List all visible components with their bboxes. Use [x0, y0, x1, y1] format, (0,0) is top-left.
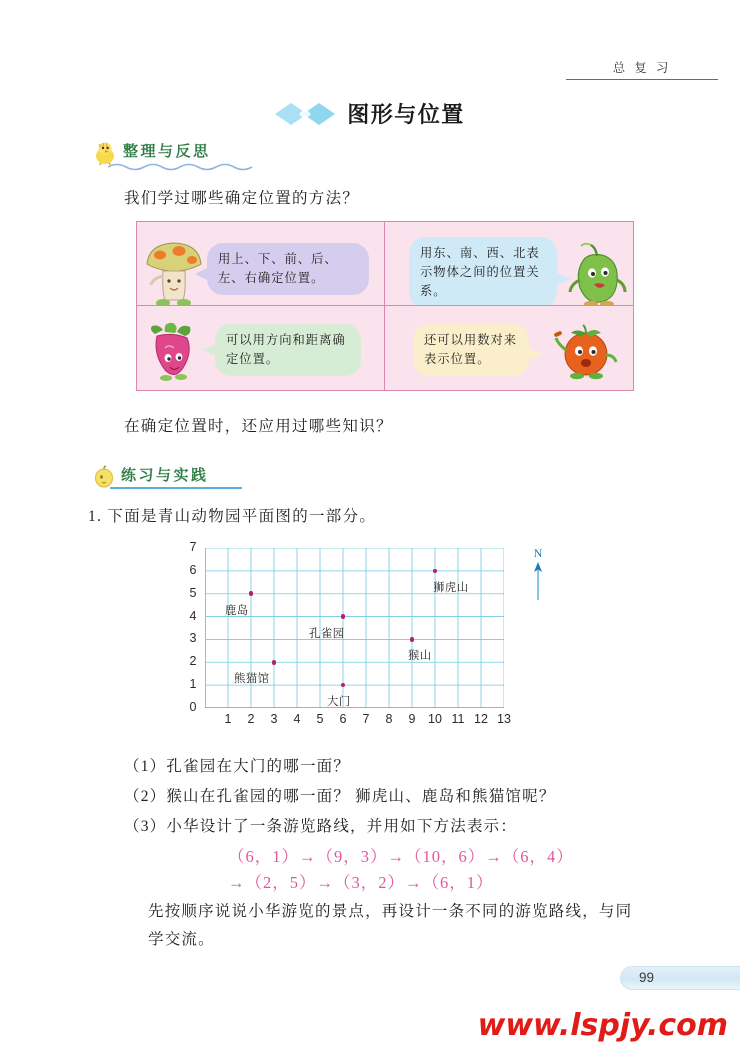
y-axis-tick-2: 2 [189, 654, 197, 669]
section-heading-practice [92, 464, 209, 489]
x-axis-tick-13: 13 [497, 712, 511, 726]
review-question-top: 我们学过哪些确定位置的方法？ [124, 190, 360, 207]
bubble-tail-2 [555, 272, 571, 286]
panel-bubble-4-text: 还可以用数对来表示位置。 [424, 333, 518, 366]
compass-north-label: N [533, 546, 543, 560]
question-3: （3）小华设计了一条游览路线，并用如下方法表示： [124, 818, 518, 835]
section-heading-review-label: 整理与反思 [123, 142, 211, 160]
page-number-pill [620, 966, 740, 990]
y-axis-tick-0: 0 [189, 700, 197, 714]
panel-bubble-3-text: 可以用方向和距离确定位置。 [226, 333, 346, 366]
x-axis-tick-11: 11 [451, 712, 465, 726]
map-point-dot [341, 614, 346, 619]
tomato-character [553, 322, 619, 384]
bubble-tail-4 [527, 348, 543, 360]
page-title: 图形与位置 [347, 103, 465, 128]
panel-bubble-2-text: 用东、南、西、北表示物体之间的位置关系。 [420, 246, 540, 298]
x-axis-tick-1: 1 [224, 712, 232, 726]
bubble-tail-1 [195, 267, 209, 281]
question-1: （1）孔雀园在大门的哪一面？ [124, 758, 351, 775]
x-axis-tick-2: 2 [247, 712, 255, 726]
section-heading-practice-label: 练习与实践 [121, 466, 209, 484]
panel-bubble-1 [207, 243, 369, 295]
y-axis-tick-4: 4 [189, 608, 197, 623]
panel-bubble-3 [215, 324, 361, 376]
question-2: （2）猴山在孔雀园的哪一面？ 狮虎山、鹿岛和熊猫馆呢？ [124, 788, 556, 805]
y-axis-tick-5: 5 [189, 585, 197, 600]
panel-ordered-pair [385, 306, 633, 390]
map-point-dot [272, 660, 277, 665]
double-diamond-icon [275, 101, 337, 127]
panel-compass-directions [385, 222, 633, 306]
zoo-map-grid [189, 540, 511, 726]
bubble-tail-3 [203, 344, 217, 356]
map-point-label: 鹿岛 [225, 604, 249, 617]
y-axis-tick-1: 1 [189, 677, 197, 692]
panel-direction-distance [137, 306, 385, 390]
x-axis-tick-9: 9 [408, 712, 416, 726]
review-question-bottom: 在确定位置时，还应用过哪些知识？ [124, 418, 393, 435]
x-axis-tick-4: 4 [293, 712, 301, 726]
green-pepper-character [567, 240, 629, 306]
beet-character [147, 320, 207, 384]
x-axis-tick-10: 10 [428, 712, 442, 726]
map-point-label: 猴山 [408, 650, 432, 663]
exercise-1-stem: 1. 下面是青山动物园平面图的一部分。 [88, 508, 377, 525]
map-point-label: 孔雀园 [309, 627, 345, 640]
route-sequence-line-2: →（2，5）→（3，2）→（6，1） [228, 873, 494, 892]
map-point-dot [410, 637, 415, 642]
page-number: 99 [639, 970, 655, 985]
map-point-label: 狮虎山 [433, 581, 469, 594]
north-arrow-icon [531, 589, 545, 606]
running-head [566, 58, 718, 80]
y-axis-tick-7: 7 [189, 540, 197, 554]
x-axis-tick-5: 5 [316, 712, 324, 726]
page-title-row [0, 98, 740, 129]
exercise-1-closing-text: 先按顺序说说小华游览的景点，再设计一条不同的游览路线，与同学交流。 [148, 903, 633, 948]
y-axis-tick-3: 3 [189, 631, 197, 646]
panel-up-down-front-back [137, 222, 385, 306]
x-axis-tick-6: 6 [339, 712, 347, 726]
route-sequence-line-1: （6，1）→（9，3）→（10，6）→（6，4） [228, 847, 574, 866]
lemon-icon [92, 465, 116, 489]
method-panels [136, 221, 634, 391]
running-head-text: 总 复 习 [612, 61, 672, 75]
x-axis-tick-7: 7 [362, 712, 370, 726]
running-head-rule [566, 79, 718, 80]
panel-bubble-1-text: 用上、下、前、后、左、右确定位置。 [218, 252, 338, 285]
panel-bubble-2 [409, 237, 557, 306]
x-axis-tick-8: 8 [385, 712, 393, 726]
site-watermark: www.lspjy.com [477, 1008, 728, 1043]
panel-bubble-4 [413, 324, 529, 376]
x-axis-tick-3: 3 [270, 712, 278, 726]
map-point-label: 熊猫馆 [234, 673, 270, 686]
y-axis-tick-6: 6 [189, 562, 197, 577]
map-point-label: 大门 [327, 696, 351, 709]
compass-indicator [527, 546, 549, 607]
section-heading-review [92, 140, 211, 165]
x-axis-tick-12: 12 [474, 712, 488, 726]
